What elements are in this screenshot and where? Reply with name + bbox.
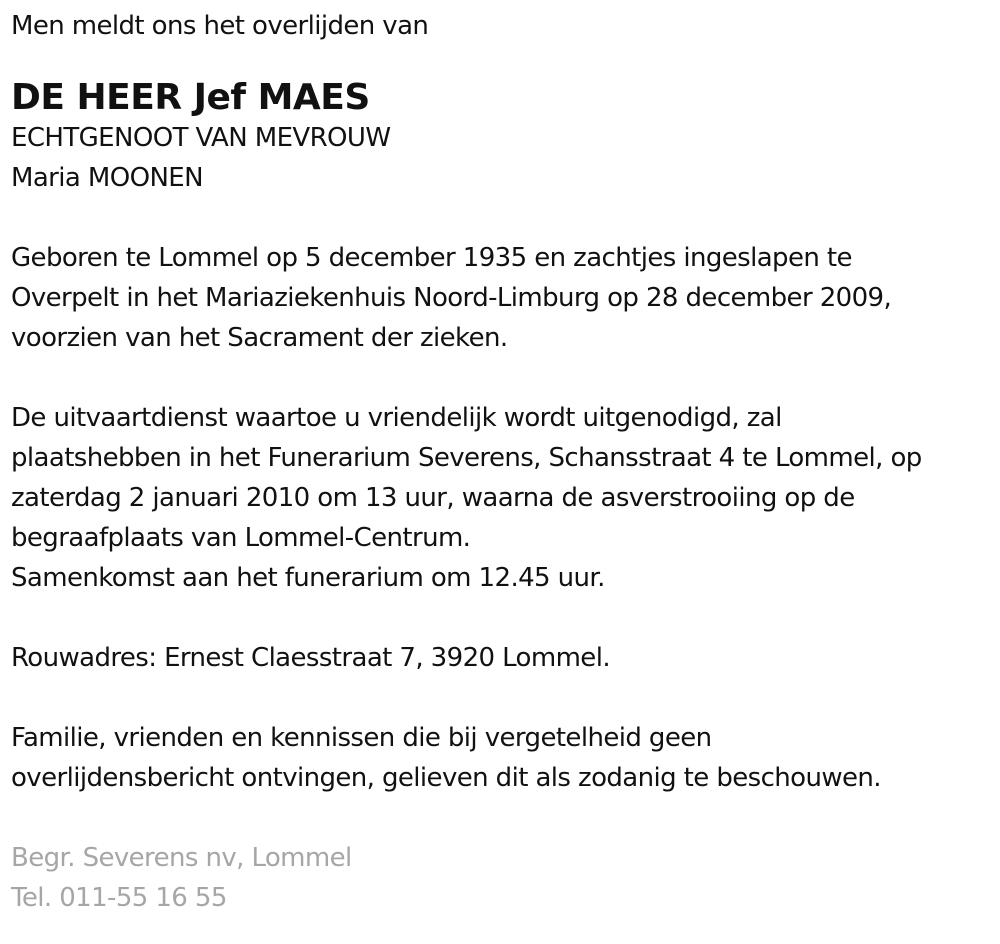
undertaker-name: Begr. Severens nv, Lommel	[11, 843, 352, 873]
deceased-name: DE HEER Jef MAES	[11, 77, 370, 118]
paragraph-line: Overpelt in het Mariaziekenhuis Noord-Limburg op 28 december 2009,	[11, 283, 892, 313]
paragraph-line: zaterdag 2 januari 2010 om 13 uur, waarna de asverstrooiing op de	[11, 483, 855, 513]
paragraph-line: Familie, vrienden en kennissen die bij vergetelheid geen	[11, 723, 712, 753]
service-paragraph	[11, 398, 996, 598]
paragraph-line: begraafplaats van Lommel-Centrum.	[11, 523, 471, 553]
paragraph-line: plaatshebben in het Funerarium Severens, Schansstraat 4 te Lommel, op	[11, 443, 922, 473]
undertaker-phone: Tel. 011-55 16 55	[11, 883, 227, 913]
spouse-title: ECHTGENOOT VAN MEVROUW	[11, 123, 391, 153]
closing-paragraph	[11, 718, 996, 798]
intro-line: Men meldt ons het overlijden van	[11, 11, 429, 41]
paragraph-line: Samenkomst aan het funerarium om 12.45 uur.	[11, 563, 605, 593]
undertaker-info	[11, 838, 996, 918]
paragraph-line: Geboren te Lommel op 5 december 1935 en zachtjes ingeslapen te	[11, 243, 852, 273]
birth-death-paragraph	[11, 238, 996, 358]
death-notice	[11, 6, 996, 918]
paragraph-line: De uitvaartdienst waartoe u vriendelijk wordt uitgenodigd, zal	[11, 403, 782, 433]
mourning-address: Rouwadres: Ernest Claesstraat 7, 3920 Lommel.	[11, 643, 610, 673]
paragraph-line: overlijdensbericht ontvingen, gelieven dit als zodanig te beschouwen.	[11, 763, 881, 793]
spouse-name: Maria MOONEN	[11, 163, 203, 193]
paragraph-line: voorzien van het Sacrament der zieken.	[11, 323, 508, 353]
